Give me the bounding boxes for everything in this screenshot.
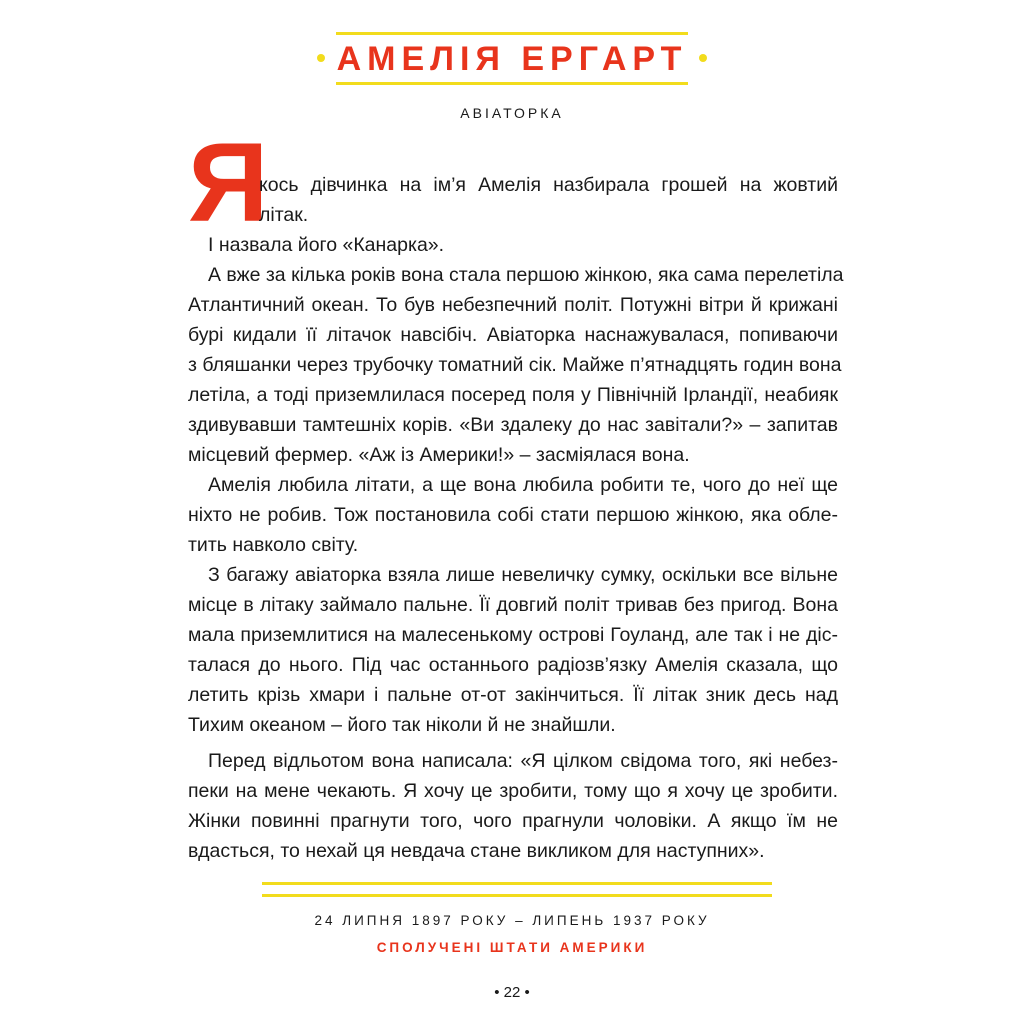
story-line: вдасться, то нехай ця невдача стане викликом для наступних». bbox=[188, 840, 765, 862]
life-dates: 24 ЛИПНЯ 1897 РОКУ – ЛИПЕНЬ 1937 РОКУ bbox=[314, 913, 710, 928]
story-line: тить навколо світу. bbox=[188, 534, 359, 556]
story-line: літак. bbox=[259, 204, 309, 226]
story-line: Амелія любила літати, а ще вона любила робити те, чого до неї ще bbox=[208, 474, 838, 496]
story-line: А вже за кілька років вона стала першою жінкою, яка сама перелетіла bbox=[208, 264, 844, 286]
title-rule-top bbox=[336, 32, 688, 35]
story-line: пеки на мене чекають. Я хочу це зробити, тому що я хочу це зробити. bbox=[188, 780, 838, 802]
story-line: летить крізь хмари і пальне от-от закінчиться. Її літак зник десь над bbox=[188, 684, 838, 706]
story-line: здивувавши тамтешніх корів. «Ви здалеку до нас завітали?» – запитав bbox=[188, 414, 838, 436]
page-title: АМЕЛІЯ ЕРГАРТ bbox=[336, 40, 688, 78]
title-dot-right bbox=[699, 54, 707, 62]
story-line: з бляшанки через трубочку томатний сік. Майже п’ятнадцять годин вона bbox=[188, 354, 842, 376]
story-line: Жінки повинні прагнути того, чого прагнули чоловіки. А якщо їм не bbox=[188, 810, 838, 832]
story-line: талася до нього. Під час останнього радіозв’язку Амелія сказала, що bbox=[188, 654, 838, 676]
title-block bbox=[0, 28, 1024, 92]
story-line: Тихим океаном – його так ніколи й не знайшли. bbox=[188, 714, 616, 736]
story-line: мала приземлитися на малесенькому острові Гоуланд, але так і не діс- bbox=[188, 624, 838, 646]
story-line: летіла, а тоді приземлилася посеред поля у Північній Ірландії, неабияк bbox=[188, 384, 838, 406]
page-subtitle: АВІАТОРКА bbox=[460, 105, 564, 121]
story-line: ніхто не робив. Тож постановила собі стати першою жінкою, яка обле- bbox=[188, 504, 838, 526]
story-line: Перед відльотом вона написала: «Я цілком свідома того, які небез- bbox=[208, 750, 838, 772]
story-line: бурі кидали її літачок навсібіч. Авіаторка наснажувалася, попиваючи bbox=[188, 324, 838, 346]
story-line: місцевий фермер. «Аж із Америки!» – засміялася вона. bbox=[188, 444, 690, 466]
footer-rule-bottom bbox=[262, 894, 772, 897]
title-rule-bottom bbox=[336, 82, 688, 85]
footer-rule-top bbox=[262, 882, 772, 885]
story-line: кось дівчинка на ім’я Амелія назбирала грошей на жовтий bbox=[259, 174, 838, 196]
story-line: місце в літаку займало пальне. Її довгий політ тривав без пригод. Вона bbox=[188, 594, 838, 616]
drop-cap: Я bbox=[188, 120, 269, 245]
country-label: СПОЛУЧЕНІ ШТАТИ АМЕРИКИ bbox=[376, 940, 648, 955]
story-line: З багажу авіаторка взяла лише невеличку сумку, оскільки все вільне bbox=[208, 564, 838, 586]
story-line: І назвала його «Канарка». bbox=[208, 234, 445, 256]
page-number: • 22 • bbox=[494, 984, 530, 1001]
story-line: Атлантичний океан. То був небезпечний політ. Потужні вітри й крижані bbox=[188, 294, 838, 316]
